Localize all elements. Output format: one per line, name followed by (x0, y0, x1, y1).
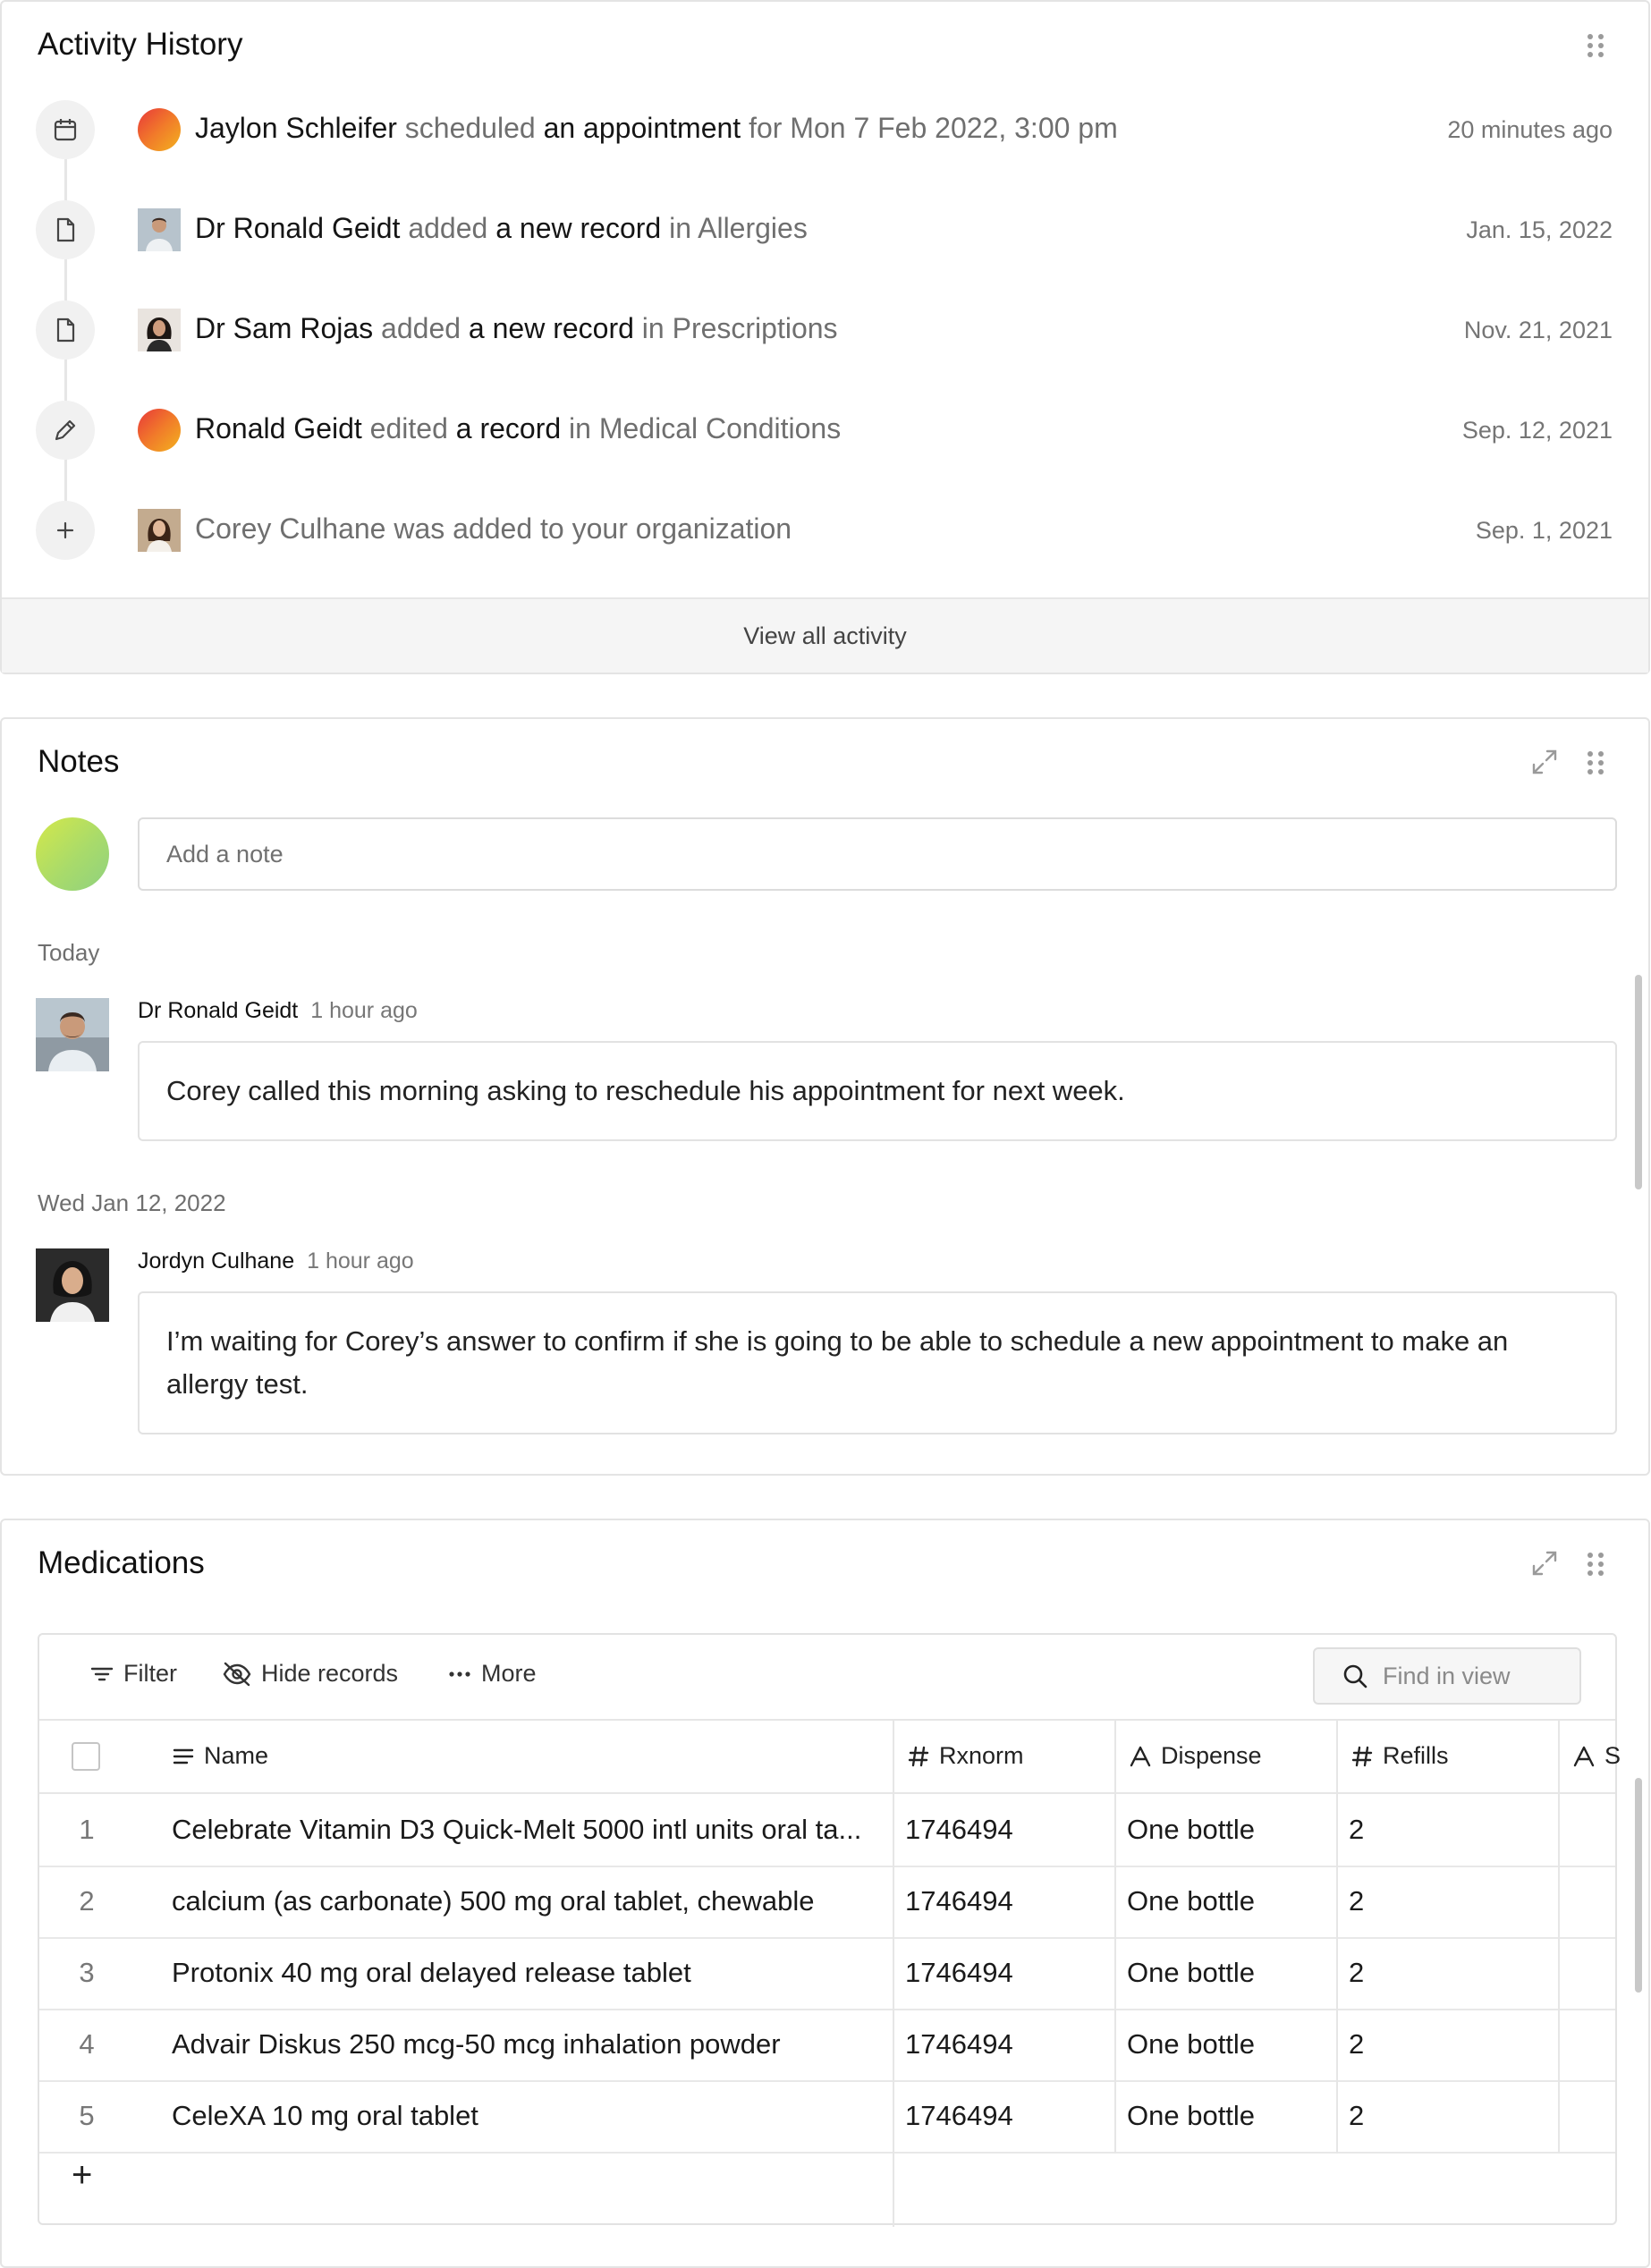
filter-label: Filter (123, 1660, 177, 1687)
hide-records-button[interactable] (222, 1660, 398, 1688)
activity-timestamp: Jan. 15, 2022 (1466, 216, 1613, 243)
avatar (138, 509, 181, 552)
note-timestamp: 1 hour ago (310, 998, 418, 1023)
note-date-group: Wed Jan 12, 2022 (38, 1189, 226, 1216)
avatar (36, 1248, 109, 1322)
notes-title: Notes (38, 744, 120, 779)
dispense-cell[interactable]: One bottle (1127, 2028, 1256, 2060)
rxnorm-cell[interactable]: 1746494 (905, 1957, 1013, 1988)
row-number: 5 (79, 2100, 95, 2131)
dispense-cell[interactable]: One bottle (1127, 1957, 1256, 1988)
number-field-icon (1350, 1745, 1374, 1768)
activity-link[interactable]: Ronald Geidt (195, 412, 362, 444)
plus-icon (36, 501, 95, 560)
medications-table (38, 1633, 1621, 2225)
note-author (138, 1248, 414, 1274)
column-divider (893, 1721, 894, 2227)
column-header-label: Dispense (1161, 1742, 1262, 1769)
activity-text (195, 412, 841, 445)
note-timestamp: 1 hour ago (307, 1248, 414, 1274)
activity-item (2, 199, 1648, 261)
drag-handle-icon[interactable] (1588, 34, 1607, 57)
column-header-truncated[interactable] (1572, 1742, 1621, 1770)
activity-text-part: in Prescriptions (633, 312, 838, 344)
refills-cell[interactable]: 2 (1349, 2100, 1365, 2131)
avatar (138, 208, 181, 251)
column-header-refills[interactable] (1350, 1742, 1449, 1770)
text-type-icon (1129, 1745, 1152, 1768)
activity-timestamp: 20 minutes ago (1447, 116, 1613, 143)
activity-link[interactable]: a record (455, 412, 562, 444)
table-row[interactable] (39, 1939, 1615, 2010)
drag-handle-icon[interactable] (1588, 1553, 1607, 1576)
activity-item (2, 299, 1648, 361)
medication-name[interactable]: calcium (as carbonate) 500 mg oral tablet, chewable (172, 1885, 815, 1917)
activity-text-part: in Allergies (661, 212, 808, 244)
medication-name[interactable]: Advair Diskus 250 mcg-50 mcg inhalation powder (172, 2028, 781, 2060)
column-header-label: Name (204, 1742, 269, 1769)
table-row[interactable] (39, 2082, 1615, 2154)
note-body: I’m waiting for Corey’s answer to confirm if she is going to be able to schedule a new appointment to make an allergy test. (138, 1291, 1617, 1434)
notes-card (0, 717, 1650, 1476)
scrollbar[interactable] (1635, 975, 1642, 1189)
activity-timestamp: Sep. 12, 2021 (1461, 417, 1613, 444)
refills-cell[interactable]: 2 (1349, 1814, 1365, 1845)
column-divider (1114, 1721, 1116, 2154)
scrollbar[interactable] (1635, 1778, 1642, 1993)
activity-text-part: scheduled (396, 112, 544, 144)
find-in-view-search[interactable] (1313, 1647, 1581, 1705)
activity-text (195, 112, 1118, 145)
column-header-rxnorm[interactable] (907, 1742, 1024, 1770)
rxnorm-cell[interactable]: 1746494 (905, 1885, 1013, 1917)
note-body: Corey called this morning asking to reschedule his appointment for next week. (138, 1041, 1617, 1141)
note-author-name: Jordyn Culhane (138, 1248, 295, 1274)
column-divider (1558, 1721, 1560, 2154)
medication-name[interactable]: CeleXA 10 mg oral tablet (172, 2100, 478, 2131)
expand-icon[interactable] (1530, 748, 1559, 776)
eye-off-icon (222, 1661, 252, 1688)
hide-records-label: Hide records (261, 1660, 399, 1687)
drag-handle-icon[interactable] (1588, 751, 1607, 774)
refills-cell[interactable]: 2 (1349, 2028, 1365, 2060)
activity-text (195, 512, 792, 546)
note-author-name: Dr Ronald Geidt (138, 998, 299, 1023)
column-header-label: S (1604, 1742, 1621, 1769)
calendar-icon (36, 100, 95, 159)
avatar (138, 108, 181, 151)
current-user-avatar (36, 817, 109, 891)
row-number: 3 (79, 1957, 95, 1988)
note-author (138, 998, 418, 1024)
avatar (138, 409, 181, 452)
rxnorm-cell[interactable]: 1746494 (905, 1814, 1013, 1845)
activity-link[interactable]: Dr Ronald Geidt (195, 212, 401, 244)
table-row[interactable] (39, 2010, 1615, 2082)
select-all-checkbox[interactable] (72, 1742, 100, 1771)
column-header-label: Rxnorm (939, 1742, 1024, 1769)
activity-text-part: edited (361, 412, 456, 444)
search-icon (1342, 1663, 1368, 1689)
activity-text-part: for Mon 7 Feb 2022, 3:00 pm (741, 112, 1118, 144)
add-row-button[interactable]: + (72, 2155, 93, 2195)
avatar (138, 309, 181, 351)
activity-text-part: added (373, 312, 469, 344)
activity-item (2, 499, 1648, 562)
activity-title: Activity History (38, 27, 243, 62)
medication-name[interactable]: Protonix 40 mg oral delayed release tablet (172, 1957, 691, 1988)
view-all-activity-button[interactable]: View all activity (2, 597, 1648, 673)
expand-icon[interactable] (1530, 1549, 1559, 1578)
row-number: 1 (79, 1814, 95, 1845)
activity-link[interactable]: Dr Sam Rojas (195, 312, 374, 344)
more-dots-icon (447, 1662, 472, 1687)
column-header-name[interactable] (172, 1742, 268, 1770)
number-field-icon (907, 1745, 930, 1768)
activity-text-part: Corey Culhane was added to your organization (195, 512, 792, 545)
column-header-label: Refills (1383, 1742, 1449, 1769)
refills-cell[interactable]: 2 (1349, 1885, 1365, 1917)
column-divider (1336, 1721, 1338, 2154)
medications-title: Medications (38, 1545, 205, 1580)
text-type-icon (1572, 1745, 1596, 1768)
medications-card (0, 1519, 1650, 2268)
avatar (36, 998, 109, 1071)
table-toolbar (39, 1635, 1615, 1721)
pencil-icon (36, 401, 95, 460)
activity-link[interactable]: a new record (468, 312, 634, 344)
dispense-cell[interactable]: One bottle (1127, 2100, 1256, 2131)
activity-item (2, 98, 1648, 161)
column-header-dispense[interactable] (1129, 1742, 1262, 1770)
activity-text-part: in Medical Conditions (561, 412, 842, 444)
activity-link[interactable]: a new record (495, 212, 662, 244)
document-icon (36, 300, 95, 360)
dispense-cell[interactable]: One bottle (1127, 1885, 1256, 1917)
table-row[interactable] (39, 1796, 1615, 1867)
rxnorm-cell[interactable]: 1746494 (905, 2100, 1013, 2131)
note-date-group: Today (38, 939, 100, 966)
activity-timestamp: Sep. 1, 2021 (1475, 517, 1613, 544)
find-in-view-input[interactable] (1383, 1663, 1571, 1690)
table-row[interactable] (39, 1867, 1615, 1939)
table-header-row (39, 1721, 1621, 1794)
dispense-cell[interactable]: One bottle (1127, 1814, 1256, 1845)
activity-text (195, 312, 838, 345)
filter-button[interactable] (89, 1660, 177, 1688)
row-number: 4 (79, 2028, 95, 2060)
activity-link[interactable]: Jaylon Schleifer (195, 112, 397, 144)
activity-text-part: added (400, 212, 496, 244)
document-icon (36, 200, 95, 259)
rxnorm-cell[interactable]: 1746494 (905, 2028, 1013, 2060)
activity-history-card (0, 0, 1650, 674)
filter-icon (89, 1662, 114, 1687)
activity-item (2, 399, 1648, 461)
activity-timestamp: Nov. 21, 2021 (1463, 317, 1613, 343)
refills-cell[interactable]: 2 (1349, 1957, 1365, 1988)
activity-link[interactable]: an appointment (543, 112, 741, 144)
more-button[interactable] (447, 1660, 537, 1688)
row-number: 2 (79, 1885, 95, 1917)
add-note-input[interactable] (138, 817, 1617, 891)
medication-name[interactable]: Celebrate Vitamin D3 Quick-Melt 5000 intl units oral ta... (172, 1814, 862, 1845)
text-field-icon (172, 1745, 195, 1768)
more-label: More (481, 1660, 537, 1687)
activity-text (195, 212, 808, 245)
